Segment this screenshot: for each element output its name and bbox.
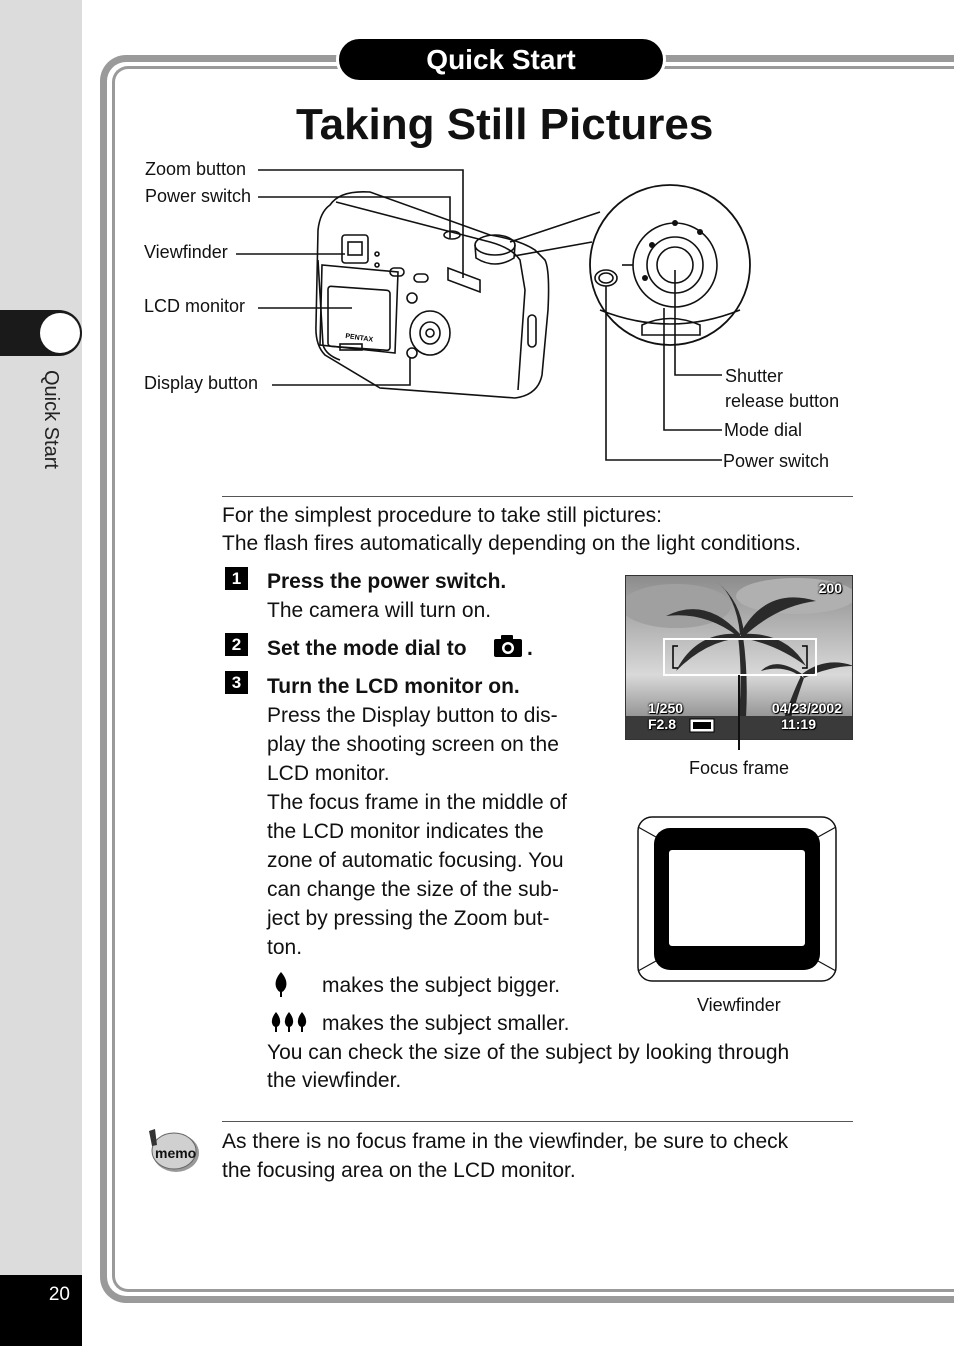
memo-rule (222, 1121, 853, 1122)
step-3-line: LCD monitor. (267, 762, 390, 785)
page-number: 20 (48, 1284, 70, 1305)
step-3-number-icon: 3 (225, 671, 248, 694)
tele-tree-icon (272, 970, 290, 998)
label-viewfinder: Viewfinder (144, 242, 228, 262)
page-title: Taking Still Pictures (296, 100, 714, 149)
section-tab-circle (40, 313, 80, 353)
sidebar-section-label: Quick Start (40, 370, 62, 469)
step-3-line: ject by pressing the Zoom but- (267, 907, 550, 930)
label-power-switch-right: Power switch (723, 451, 830, 471)
memo-icon-text: memo (155, 1145, 197, 1161)
step-1-number-icon: 1 (225, 567, 248, 590)
memo-line-2: the focusing area on the LCD monitor. (222, 1159, 576, 1182)
step-1-text: The camera will turn on. (267, 599, 492, 622)
zoom-check-line-1: You can check the size of the subject by looking through (267, 1041, 790, 1064)
step-2-title: Set the mode dial to (267, 637, 467, 660)
lcd-shots-remaining: 200 (818, 580, 842, 596)
memo-line-1: As there is no focus frame in the viewfinder, be sure to check (222, 1130, 789, 1153)
label-mode-dial: Mode dial (724, 420, 803, 440)
zoom-wide-text: makes the subject smaller. (322, 1012, 570, 1035)
camera-mode-icon (493, 634, 523, 658)
intro-line-2: The flash fires automatically depending on the light conditions. (222, 532, 802, 555)
viewfinder-illustration (636, 815, 838, 983)
step-3-line: the LCD monitor indicates the (267, 820, 544, 843)
step-1-title: Press the power switch. (267, 570, 507, 593)
zoom-tele-text: makes the subject bigger. (322, 974, 561, 997)
step-3-line: The focus frame in the middle of (267, 791, 567, 814)
camera-brand-text: PENTAX (344, 332, 374, 344)
step-3-line: zone of automatic focusing. You (267, 849, 564, 872)
mode-dial-zoom-circle (590, 185, 750, 345)
memo-icon (143, 1127, 201, 1177)
label-zoom-button: Zoom button (145, 159, 247, 179)
lcd-date: 04/23/2002 (771, 700, 842, 716)
step-3-line: can change the size of the sub- (267, 878, 559, 901)
lcd-time: 11:19 (780, 716, 816, 732)
lcd-shutter-speed: 1/250 (648, 700, 684, 716)
step-3-line: Press the Display button to dis- (267, 704, 558, 727)
intro-line-1: For the simplest procedure to take still pictures: (222, 504, 663, 527)
step-3-title: Turn the LCD monitor on. (267, 675, 520, 698)
section-header: Quick Start (336, 36, 666, 83)
lcd-aperture: F2.8 (648, 716, 677, 732)
wide-trees-icon (270, 1010, 308, 1034)
zoom-check-line-2: the viewfinder. (267, 1069, 402, 1092)
label-power-switch-left: Power switch (145, 186, 252, 206)
step-3-line: play the shooting screen on the (267, 733, 559, 756)
label-display-button: Display button (144, 373, 259, 393)
intro-rule (222, 496, 853, 497)
sidebar (0, 0, 82, 1346)
step-2-number-icon: 2 (225, 633, 248, 656)
label-lcd-monitor: LCD monitor (144, 296, 246, 316)
focus-frame-leader (738, 675, 740, 750)
label-shutter-line2: release button (725, 391, 840, 411)
step-3-line: ton. (267, 936, 303, 959)
focus-frame-caption: Focus frame (689, 758, 790, 778)
step-2-title-suffix: . (527, 637, 533, 660)
camera-body-outline (316, 192, 549, 398)
viewfinder-caption: Viewfinder (697, 995, 781, 1015)
label-shutter-line1: Shutter (725, 366, 784, 386)
